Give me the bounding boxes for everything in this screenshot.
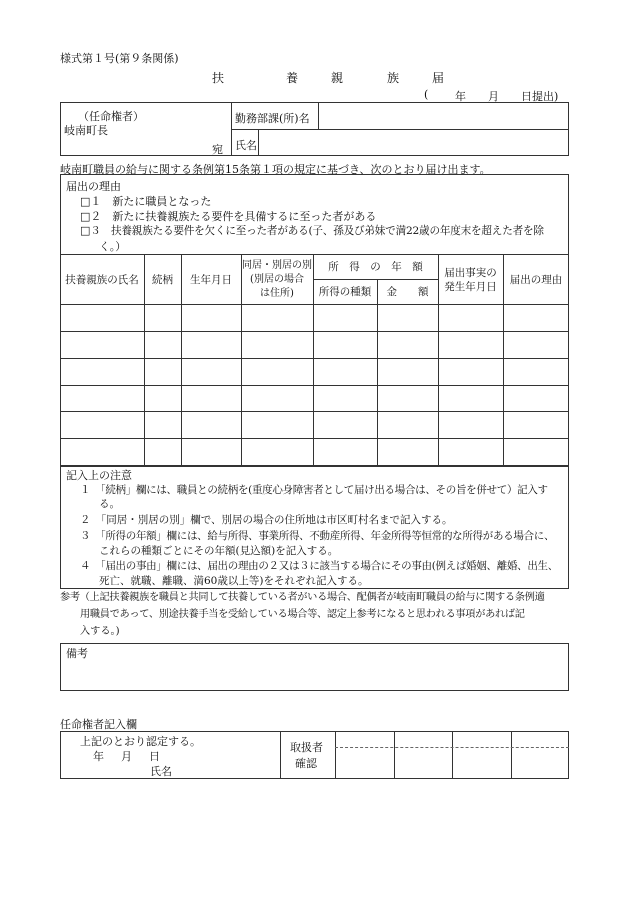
title-char: 族 [387,71,400,85]
stamp-cell[interactable] [512,748,568,778]
stamp-cell[interactable] [395,748,452,778]
cohab-line: 同居・別居の別 [242,259,312,271]
title-char: 届 [432,71,445,85]
certify-text: 上記のとおり認定する。 [80,735,201,748]
checkbox-icon[interactable]: □ [80,210,91,223]
col-header-name: 扶養親族の氏名 [65,273,139,286]
title-char: 親 [331,71,344,85]
table-row[interactable] [61,359,568,385]
handler-label: 取扱者 [290,741,323,754]
certify-month: 月 [121,750,132,763]
note-line: ４ 「届出の事由」欄には、届出の理由の２又は３に該当する場合にその事由(例えば婚姻、離婚、出生、 [80,560,558,572]
fact-line: 届出事実の [444,266,497,279]
date-day: 日提出) [521,90,559,103]
name-field[interactable] [260,131,566,154]
note-line: ２ 「同居・別居の別」欄で、別居の場合の住所地は市区町村名まで記入する。 [80,514,453,526]
reason-heading: 届出の理由 [66,180,121,193]
appointer-section-title: 任命権者記入欄 [60,718,137,731]
col-header-income-type: 所得の種類 [318,286,372,298]
col-header-birth: 生年月日 [190,273,232,286]
title-char: 養 [286,71,299,85]
col-header-income: 所 得 の 年 額 [328,261,423,273]
dept-label: 勤務部課(所)名 [235,112,310,125]
note-line: ３ 「所得の年額」欄には、給与所得、事業所得、不動産所得、年金所得等恒常的な所得がある場合に、 [80,530,555,542]
name-label: 氏名 [235,139,257,152]
option-text: 新たに扶養親族たる要件を具備するに至った者がある [112,210,377,223]
table-row[interactable] [61,305,568,331]
table-row[interactable] [61,332,568,358]
cohab-line: は住所) [260,287,294,299]
confirm-label: 確認 [295,757,317,770]
reason-option-2[interactable] [80,208,376,224]
checkbox-icon[interactable]: □ [80,195,91,208]
reason-option-3-cont: く。） [99,240,127,253]
title-char: 扶 [212,71,225,85]
appointer-label: （任命権者） [78,110,144,123]
table-row[interactable] [61,412,568,438]
col-header-relation: 続柄 [152,273,173,286]
addressee: 宛 [212,143,223,156]
date-open: ( [424,88,429,101]
notes-heading: 記入上の注意 [66,469,132,482]
appointer-name: 岐南町長 [64,124,108,137]
note-line: る。 [99,498,120,510]
cohab-line: (別居の場合 [250,273,304,285]
remarks-label: 備考 [66,647,88,660]
reason-option-3[interactable] [80,223,544,238]
option-text: 新たに職員となった [112,195,212,208]
option-number: ２ [90,210,102,223]
reason-option-1[interactable] [80,193,211,209]
option-text: 扶養親族たる要件を欠くに至った者がある(子、孫及び弟妹で満22歳の年度末を超えた者を除 [111,225,544,237]
col-header-amount: 金 額 [386,286,429,298]
page-title [212,69,444,86]
reference-line: 用職員であって、別途扶養手当を受給している場合等、認定上参考になると思われる事項があれば記 [80,609,525,620]
dept-field[interactable] [320,104,566,127]
date-year: 年 [455,90,466,103]
stamp-cell[interactable] [453,748,511,778]
certify-year: 年 [93,750,104,763]
fact-line: 発生年月日 [444,280,497,293]
intro-text: 岐南町職員の給与に関する条例第15条第１項の規定に基づき、次のとおり届け出ます。 [60,163,491,176]
table-row[interactable] [61,439,568,465]
form-number: 様式第１号(第９条関係) [60,52,179,65]
col-header-reason: 届出の理由 [509,273,563,286]
reference-line: 入する。) [80,626,120,637]
note-line: １ 「続柄」欄には、職員との続柄を(重度心身障害者として届け出る場合は、その旨を併せて）記入す [80,484,548,496]
certify-day: 日 [149,750,160,763]
note-line: 死亡、就職、離職、満60歳以上等)をそれぞれ記入する。 [99,575,369,587]
reference-line: 参考（上記扶養親族を職員と共同して扶養している者がいる場合、配偶者が岐南町職員の給与に関する条例適 [60,592,545,603]
date-month: 月 [488,90,499,103]
stamp-cell[interactable] [336,748,394,778]
option-number: ３ [90,225,101,237]
note-line: これらの種類ごとにその年額(見込額)を記入する。 [99,545,339,557]
certify-name-label: 氏名 [150,765,172,778]
table-row[interactable] [61,386,568,411]
col-header-cohabitation [241,255,313,304]
option-number: １ [90,195,102,208]
col-header-fact-date [438,255,503,304]
remarks-box[interactable] [60,643,569,691]
checkbox-icon[interactable]: □ [80,224,91,237]
